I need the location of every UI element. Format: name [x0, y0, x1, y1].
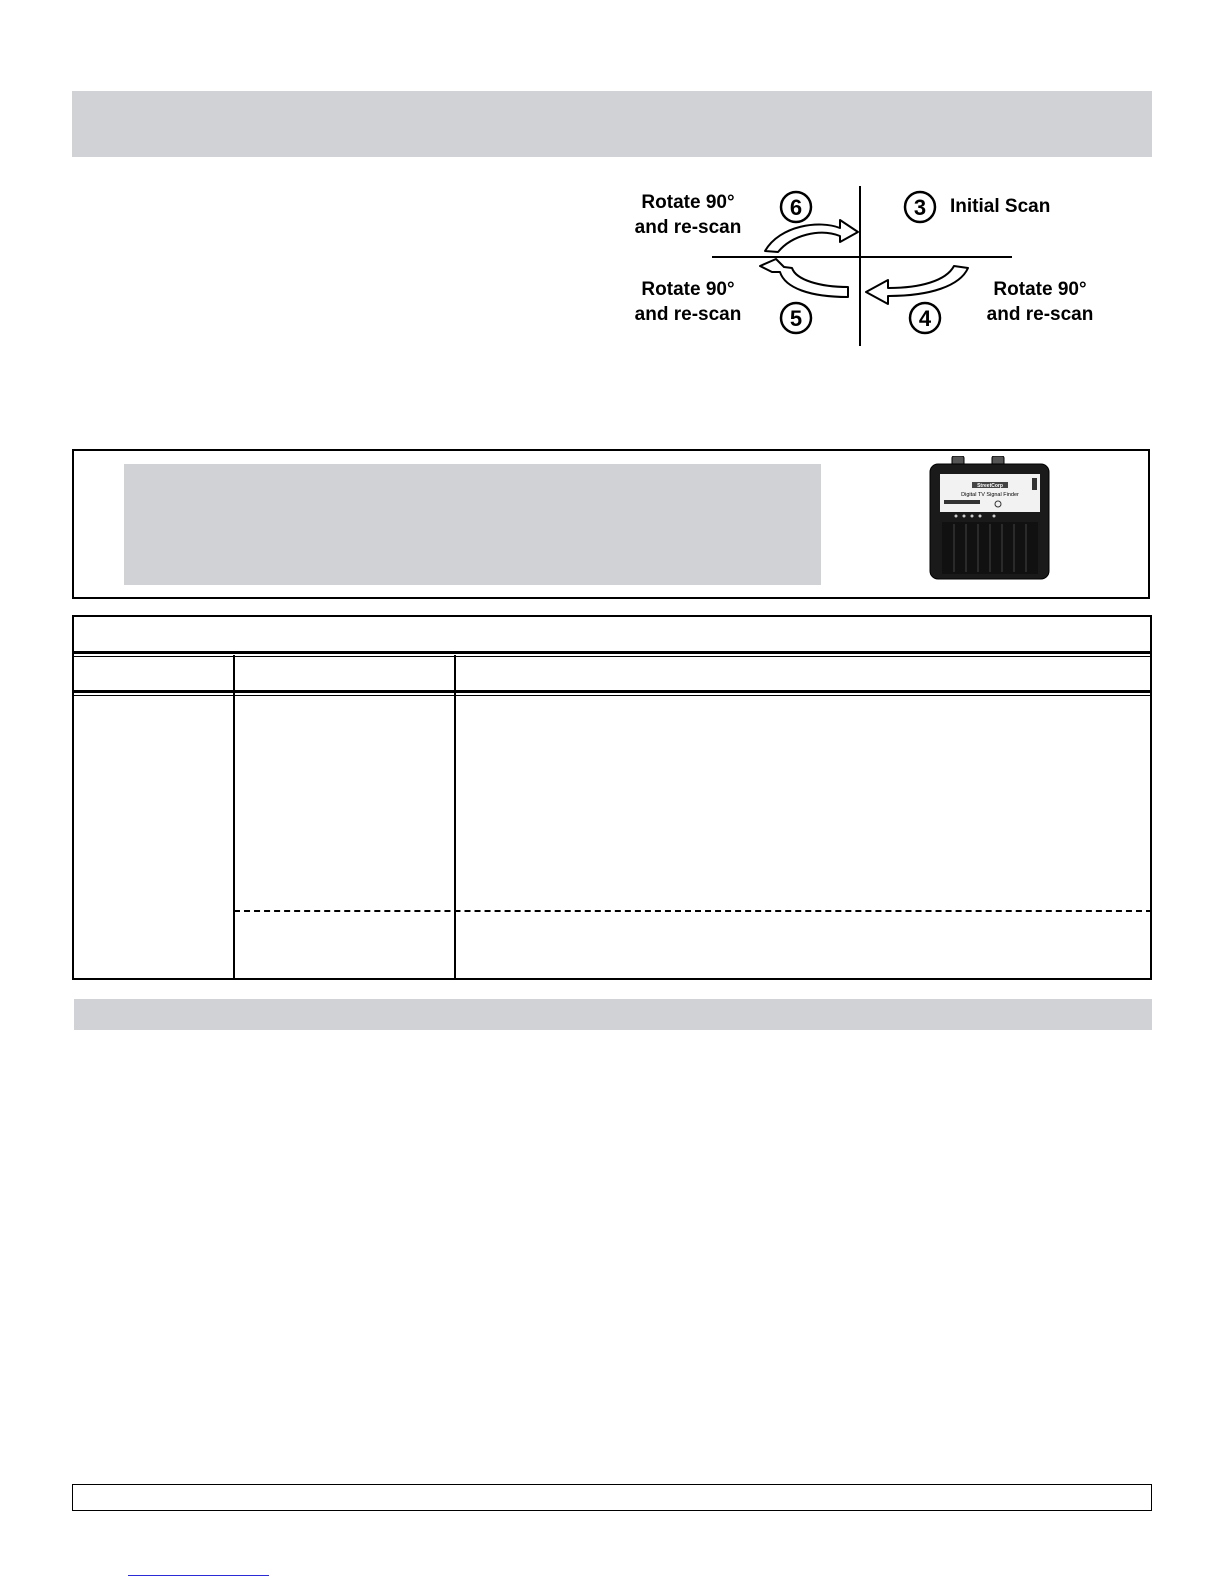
arrow-5-icon: [760, 259, 848, 297]
label-rotate-top-left: [626, 190, 750, 240]
table-col-divider-1: [233, 655, 235, 980]
label-line: and re-scan: [634, 304, 742, 325]
rotation-diagram: [620, 180, 1140, 360]
info-panel: [124, 464, 821, 585]
step-6-circle: [781, 192, 811, 222]
step-3-circle: [905, 192, 935, 222]
svg-text:3: 3: [913, 195, 927, 220]
label-line: Rotate 90°: [641, 192, 735, 213]
svg-text:5: 5: [789, 306, 803, 331]
table-title-divider: [72, 651, 1152, 654]
arrow-6-icon: [765, 220, 858, 252]
label-line: Rotate 90°: [993, 279, 1087, 300]
svg-text:4: 4: [918, 306, 932, 331]
bottom-link-underline[interactable]: [128, 1575, 269, 1576]
step-5-circle: [781, 303, 811, 333]
arrow-4-icon: [866, 266, 968, 304]
label-initial-scan: Initial Scan: [950, 196, 1051, 217]
svg-text:StreetCorp: StreetCorp: [977, 483, 1003, 489]
svg-text:Digital TV Signal Finder: Digital TV Signal Finder: [961, 492, 1019, 498]
header-bar: [72, 91, 1152, 157]
label-line: and re-scan: [986, 304, 1094, 325]
label-rotate-bottom-right: [978, 277, 1102, 327]
section-bar: [74, 999, 1152, 1030]
step-4-circle: [910, 303, 940, 333]
table-row-dashed-divider: [234, 910, 1152, 912]
table-col-divider-2: [454, 655, 456, 980]
footer-box: [72, 1484, 1152, 1511]
label-line: Rotate 90°: [641, 279, 735, 300]
label-line: and re-scan: [634, 217, 742, 238]
svg-text:6: 6: [789, 195, 803, 220]
label-rotate-bottom-left: [626, 277, 750, 327]
signal-finder-device-image: [928, 456, 1053, 583]
